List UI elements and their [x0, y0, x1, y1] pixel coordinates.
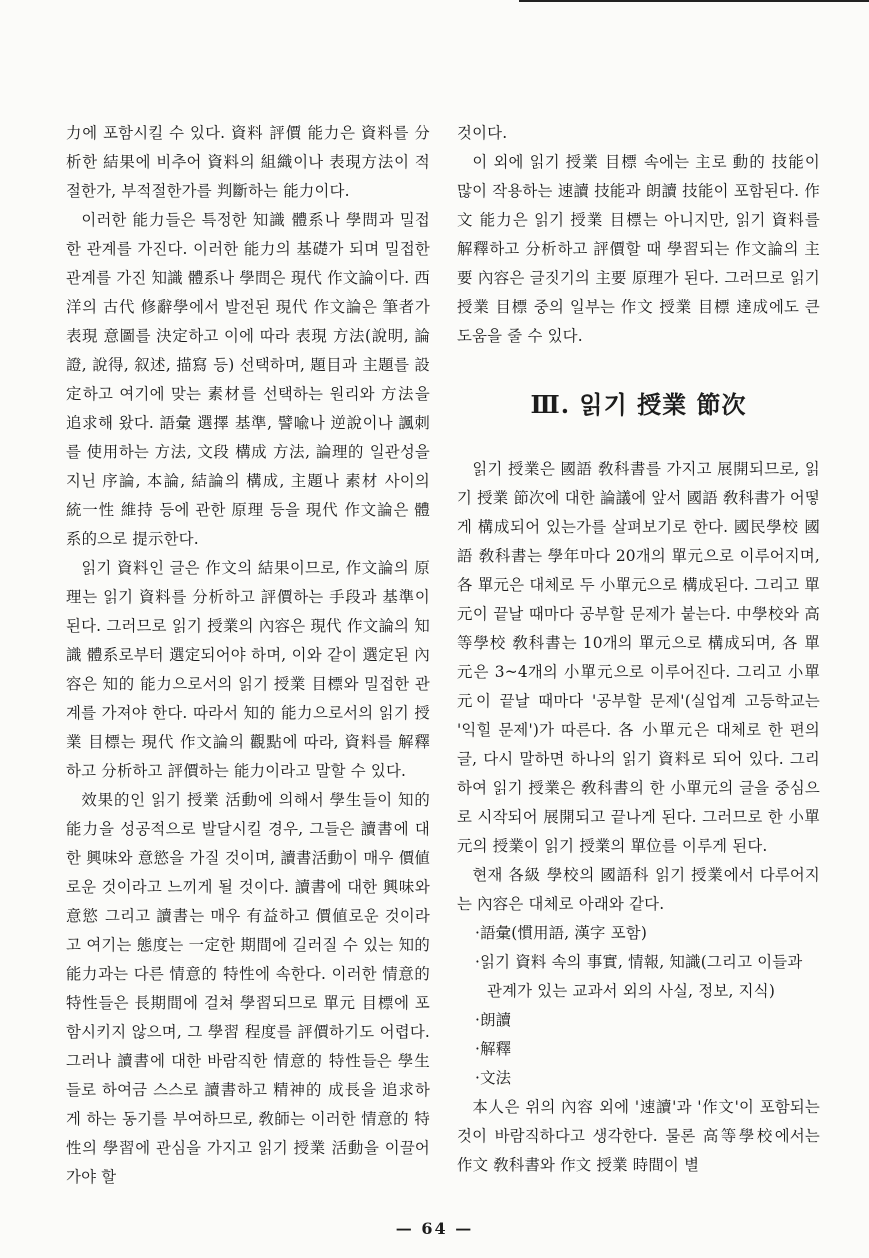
left-column [66, 119, 430, 1192]
list-item: ·解釋 [475, 1040, 512, 1058]
top-rule [519, 0, 869, 2]
body-paragraph: 이 외에 읽기 授業 目標 속에는 主로 動的 技能이 많이 작용하는 速讀 技能과 朗讀 技能이 포함된다. 作文 能力은 읽기 授業 目標는 아니지만, 읽기 資料를 解釋하고 分析하고 評價할 때 學習되는 作文論의 主要 內容은 글짓기의 主要 原理가 된다. 그러므로 읽기 授業 目標 중의 일부는 作文 授業 目標 達成에도 큰 도움을 줄 수 있다. [457, 153, 820, 345]
list-item: ·語彙(慣用語, 漢字 포함) [475, 924, 648, 942]
list-item: ·읽기 資料 속의 事實, 情報, 知識(그리고 이들과 관계가 있는 교과서 외의 사실, 정보, 지식) [475, 953, 803, 1000]
content-list [457, 919, 820, 1093]
list-item: ·文法 [475, 1069, 512, 1087]
list-item: ·朗讀 [475, 1011, 512, 1029]
body-paragraph: 읽기 授業은 國語 敎科書를 가지고 展開되므로, 읽기 授業 節次에 대한 論議에 앞서 國語 敎科書가 어떻게 構成되어 있는가를 살펴보기로 한다. 國民學校 國語 敎科書는 學年마다 20개의 單元으로 이루어지며, 各 單元은 대체로 두 小單元으로 構成된다. 그리고 單元이 끝날 때마다 공부할 문제가 붙는다. 中學校와 高等學校 敎科書는 10개의 單元으로 構成되며, 各 單元은 3~4개의 小單元으로 이루어진다. 그리고 小單元이 끝날 때마다 '공부할 문제'(실업계 고등학교는 '익힐 문제')가 따른다. 各 小單元은 대체로 한 편의 글, 다시 말하면 하나의 읽기 資料로 되어 있다. 그리하여 읽기 授業은 敎科書의 한 小單元의 글을 중심으로 시작되어 展開되고 끝나게 된다. 그러므로 한 小單元의 授業이 읽기 授業의 單位를 이루게 된다. [457, 460, 820, 855]
right-column [457, 119, 820, 1180]
body-paragraph: 것이다. [457, 124, 508, 142]
body-paragraph: 效果的인 읽기 授業 活動에 의해서 學生들이 知的 能力을 성공적으로 발달시킬 경우, 그들은 讀書에 대한 興味와 意慾을 가질 것이며, 讀書活動이 매우 價値로운 것이라고 느끼게 될 것이다. 讀書에 대한 興味와 意慾 그리고 讀書는 매우 有益하고 價値로운 것이라고 여기는 態度는 一定한 期間에 길러질 수 있는 知的 能力과는 다른 情意的 特性에 속한다. 이러한 情意的 特性들은 長期間에 걸쳐 學習되므로 單元 目標에 포함시키지 않으며, 그 學習 程度를 評價하기도 어렵다. 그러나 讀書에 대한 바람직한 情意的 特性들은 學生들로 하여금 스스로 讀書하고 精神的 成長을 追求하게 하는 동기를 부여하므로, 敎師는 이러한 情意的 特性의 學習에 관심을 가지고 읽기 授業 活動을 이끌어가야 할 [66, 791, 430, 1186]
body-paragraph: 力에 포함시킬 수 있다. 資料 評價 能力은 資料를 分析한 結果에 비추어 資料의 組織이나 表現方法이 적절한가, 부적절한가를 判斷하는 能力이다. [66, 124, 430, 200]
page-number: — 64 — [395, 1219, 474, 1238]
body-paragraph: 읽기 資料인 글은 作文의 結果이므로, 作文論의 原理는 읽기 資料를 分析하고 評價하는 手段과 基準이 된다. 그러므로 읽기 授業의 內容은 現代 作文論의 知識 體系로부터 選定되어야 하며, 이와 같이 選定된 內容은 知的 能力으로서의 읽기 授業 目標와 밀접한 관계를 가져야 한다. 따라서 知的 能力으로서의 읽기 授業 目標는 現代 作文論의 觀點에 따라, 資料를 解釋하고 分析하고 評價하는 能力이라고 말할 수 있다. [66, 559, 430, 780]
body-paragraph: 本人은 위의 內容 외에 '速讀'과 '作文'이 포함되는 것이 바람직하다고 생각한다. 물론 高等學校에서는 作文 敎科書와 作文 授業 時間이 별 [457, 1098, 820, 1174]
body-paragraph: 현재 各級 學校의 國語科 읽기 授業에서 다루어지는 內容은 대체로 아래와 같다. [457, 866, 820, 913]
section-heading: Ⅲ. 읽기 授業 節次 [530, 390, 747, 419]
body-paragraph: 이러한 能力들은 특정한 知識 體系나 學問과 밀접한 관계를 가진다. 이러한 能力의 基礎가 되며 밀접한 관계를 가진 知識 體系나 學問은 現代 作文論이다. 西洋의 古代 修辭學에서 발전된 現代 作文論은 筆者가 表現 意圖를 決定하고 이에 따라 表現 方法(說明, 論證, 說得, 叙述, 描寫 등) 선택하며, 題目과 主題를 設定하고 여기에 맞는 素材를 선택하는 원리와 方法을 追求해 왔다. 語彙 選擇 基準, 譬喩나 逆說이나 諷刺를 使用하는 方法, 文段 構成 方法, 論理的 일관성을 지닌 序論, 本論, 結論의 構成, 主題나 素材 사이의 統一性 維持 등에 관한 原理 등을 現代 作文論은 體系的으로 提示한다. [66, 211, 430, 548]
